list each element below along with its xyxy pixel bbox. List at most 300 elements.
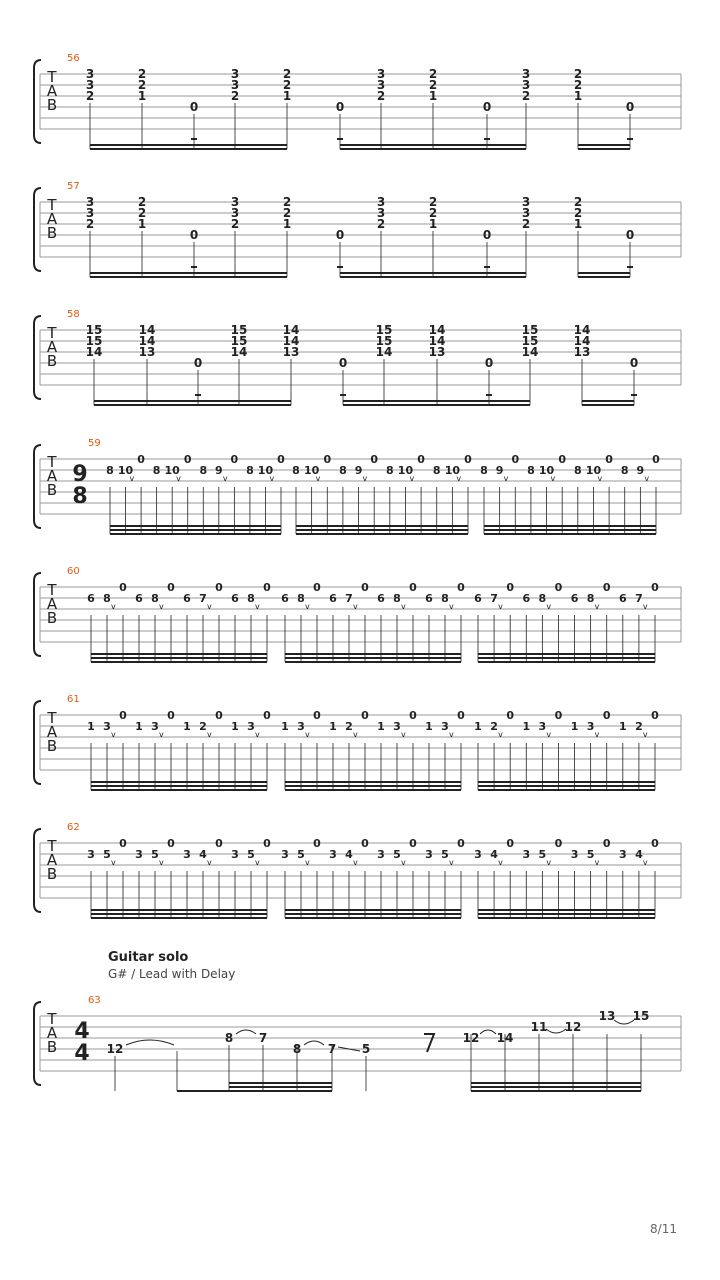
measure-number: 62 — [67, 822, 80, 833]
pick-mark: v — [159, 602, 164, 611]
pick-mark: v — [129, 474, 135, 483]
fret-number: 5 — [538, 848, 547, 861]
tab-clef-letter: T — [47, 1010, 57, 1028]
fret-number: 3 — [103, 720, 111, 733]
fret-number: 10 — [257, 464, 274, 477]
fret-number: 0 — [554, 709, 563, 722]
fret-number: 3 — [521, 67, 531, 81]
fret-number: 1 — [377, 720, 385, 733]
tab-clef-letter: B — [46, 737, 58, 755]
tab-clef-letter: A — [46, 82, 58, 100]
measure-number: 57 — [67, 181, 80, 192]
pick-mark: v — [642, 602, 648, 611]
fret-number: 5 — [247, 848, 255, 861]
pick-mark: v — [409, 474, 415, 483]
fret-number: 9 — [495, 464, 504, 477]
fret-number: 0 — [215, 837, 223, 850]
fret-number: 14 — [375, 345, 393, 359]
fret-number: 2 — [345, 720, 353, 733]
fret-number: 14 — [230, 345, 248, 359]
fret-number: 3 — [376, 195, 386, 209]
fret-number: 3 — [393, 720, 401, 733]
fret-number: 0 — [313, 837, 321, 850]
fret-number: 2 — [635, 720, 643, 733]
fret-number: 5 — [393, 848, 401, 861]
fret-number: 1 — [137, 217, 147, 231]
fret-number: 1 — [573, 89, 583, 103]
fret-number: 1 — [183, 720, 191, 733]
fret-number: 4 — [199, 848, 207, 861]
fret-number: 1 — [570, 720, 579, 733]
fret-number: 0 — [230, 453, 239, 466]
fret-number: 11 — [530, 1020, 548, 1034]
pick-mark: v — [362, 474, 368, 483]
fret-number: 3 — [135, 848, 143, 861]
tab-clef-letter: B — [46, 96, 58, 114]
fret-number: 3 — [376, 206, 386, 220]
fret-number: 3 — [231, 848, 239, 861]
fret-number: 2 — [137, 67, 147, 81]
fret-number: 2 — [230, 217, 240, 231]
fret-number: 3 — [297, 720, 305, 733]
pick-mark: v — [642, 858, 648, 867]
fret-number: 0 — [263, 837, 271, 850]
pick-mark: v — [449, 730, 454, 739]
fret-number: 0 — [457, 709, 465, 722]
tab-clef-letter: T — [47, 453, 57, 471]
fret-number: 6 — [618, 592, 627, 605]
fret-number: 8 — [199, 464, 208, 477]
fret-number: 4 — [345, 848, 353, 861]
fret-number: 7 — [635, 592, 643, 605]
fret-number: 8 — [246, 464, 254, 477]
fret-number: 10 — [303, 464, 320, 477]
fret-number: 6 — [281, 592, 289, 605]
fret-number: 5 — [586, 848, 595, 861]
fret-number: 0 — [335, 228, 345, 242]
fret-number: 0 — [263, 581, 271, 594]
fret-number: 4 — [635, 848, 643, 861]
tab-clef-letter: T — [47, 196, 57, 214]
fret-number: 8 — [152, 464, 161, 477]
pick-mark: v — [642, 730, 648, 739]
fret-number: 2 — [137, 78, 147, 92]
fret-number: 3 — [618, 848, 627, 861]
pick-mark: v — [644, 474, 650, 483]
pick-mark: v — [546, 730, 552, 739]
fret-number: 3 — [538, 720, 547, 733]
fret-number: 6 — [329, 592, 337, 605]
fret-number: 0 — [605, 453, 613, 466]
tab-clef-letter: T — [47, 837, 57, 855]
pick-mark: v — [456, 474, 462, 483]
tab-clef-letter: A — [46, 210, 58, 228]
fret-number: 2 — [573, 206, 583, 220]
fret-number: 0 — [457, 837, 465, 850]
fret-number: 0 — [625, 228, 635, 242]
pick-mark: v — [207, 602, 212, 611]
fret-number: 8 — [385, 464, 394, 477]
measure-number: 61 — [67, 694, 80, 705]
fret-number: 1 — [428, 89, 438, 103]
fret-number: 1 — [329, 720, 337, 733]
fret-number: 0 — [602, 581, 611, 594]
fret-number: 2 — [428, 195, 438, 209]
fret-number: 0 — [506, 837, 515, 850]
pick-mark: v — [401, 858, 406, 867]
fret-number: 10 — [117, 464, 134, 477]
fret-number: 2 — [85, 89, 95, 103]
fret-number: 2 — [376, 89, 386, 103]
fret-number: 1 — [474, 720, 482, 733]
fret-number: 0 — [277, 453, 285, 466]
fret-number: 2 — [282, 195, 292, 209]
fret-number: 0 — [558, 453, 567, 466]
fret-number: 8 — [103, 592, 111, 605]
fret-number: 13 — [428, 345, 446, 359]
fret-number: 0 — [167, 581, 175, 594]
pick-mark: v — [594, 730, 600, 739]
fret-number: 5 — [441, 848, 449, 861]
tab-clef-letter: B — [46, 609, 58, 627]
fret-number: 3 — [586, 720, 595, 733]
fret-number: 3 — [230, 78, 240, 92]
fret-number: 0 — [361, 837, 369, 850]
fret-number: 6 — [570, 592, 579, 605]
fret-number: 8 — [247, 592, 255, 605]
fret-number: 6 — [231, 592, 239, 605]
slur — [304, 1041, 324, 1045]
fret-number: 0 — [189, 228, 199, 242]
measure-number: 63 — [88, 995, 101, 1006]
fret-number: 8 — [106, 464, 114, 477]
fret-number: 3 — [85, 78, 95, 92]
pick-mark: v — [111, 602, 116, 611]
fret-number: 0 — [651, 837, 659, 850]
fret-number: 15 — [521, 334, 539, 348]
fret-number: 6 — [87, 592, 95, 605]
fret-number: 3 — [85, 195, 95, 209]
tab-clef-letter: T — [47, 709, 57, 727]
fret-number: 8 — [339, 464, 347, 477]
fret-number: 3 — [87, 848, 95, 861]
fret-number: 12 — [462, 1031, 480, 1045]
fret-number: 2 — [282, 67, 292, 81]
fret-number: 8 — [292, 464, 300, 477]
fret-number: 10 — [538, 464, 555, 477]
fret-number: 0 — [183, 453, 192, 466]
fret-number: 0 — [482, 228, 492, 242]
tab-clef-letter: A — [46, 1024, 58, 1042]
pick-mark: v — [401, 730, 406, 739]
fret-number: 10 — [585, 464, 602, 477]
fret-number: 0 — [215, 709, 223, 722]
fret-number: 0 — [484, 356, 494, 370]
fret-number: 8 — [527, 464, 535, 477]
pick-mark: v — [255, 858, 260, 867]
fret-number: 14 — [138, 334, 156, 348]
fret-number: 10 — [397, 464, 414, 477]
section-title: Guitar solo — [108, 950, 189, 965]
fret-number: 8 — [393, 592, 401, 605]
measure-number: 58 — [67, 309, 80, 320]
fret-number: 3 — [376, 67, 386, 81]
fret-number: 8 — [151, 592, 159, 605]
fret-number: 0 — [215, 581, 223, 594]
fret-number: 0 — [464, 453, 472, 466]
fret-number: 0 — [313, 709, 321, 722]
slur — [480, 1030, 496, 1034]
fret-number: 3 — [441, 720, 449, 733]
fret-number: 3 — [329, 848, 337, 861]
fret-number: 0 — [313, 581, 321, 594]
time-signature-top: 9 — [72, 462, 88, 487]
pick-mark: v — [594, 858, 600, 867]
fret-number: 8 — [480, 464, 488, 477]
pick-mark: v — [353, 602, 358, 611]
pick-mark: v — [159, 730, 164, 739]
fret-number: 15 — [375, 334, 393, 348]
fret-number: 0 — [361, 581, 369, 594]
fret-number: 14 — [138, 323, 156, 337]
slur — [546, 1029, 566, 1033]
pick-mark: v — [546, 858, 552, 867]
fret-number: 0 — [506, 581, 515, 594]
fret-number: 2 — [85, 217, 95, 231]
tab-clef-letter: A — [46, 723, 58, 741]
fret-number: 2 — [428, 78, 438, 92]
fret-number: 3 — [230, 195, 240, 209]
pick-mark: v — [498, 858, 503, 867]
fret-number: 1 — [135, 720, 143, 733]
pick-mark: v — [315, 474, 321, 483]
fret-number: 1 — [428, 217, 438, 231]
pick-mark: v — [498, 602, 503, 611]
fret-number: 2 — [573, 78, 583, 92]
section-subtitle: G# / Lead with Delay — [108, 967, 236, 981]
fret-number: 6 — [522, 592, 531, 605]
fret-number: 14 — [496, 1031, 514, 1045]
fret-number: 13 — [573, 345, 591, 359]
fret-number: 0 — [409, 837, 417, 850]
tab-clef-letter: B — [46, 865, 58, 883]
fret-number: 0 — [554, 837, 563, 850]
fret-number: 8 — [297, 592, 305, 605]
pick-mark: v — [305, 602, 310, 611]
fret-number: 0 — [506, 709, 515, 722]
fret-number: 3 — [183, 848, 191, 861]
fret-number: 2 — [428, 67, 438, 81]
pick-mark: v — [255, 730, 260, 739]
fret-number: 13 — [282, 345, 300, 359]
fret-number: 14 — [282, 334, 300, 348]
fret-number: 6 — [135, 592, 143, 605]
pick-mark: v — [503, 474, 509, 483]
fret-number: 3 — [151, 720, 159, 733]
fret-number: 0 — [361, 709, 369, 722]
fret-number: 13 — [138, 345, 156, 359]
pick-mark: v — [305, 858, 310, 867]
fret-number: 5 — [297, 848, 305, 861]
pick-mark: v — [597, 474, 603, 483]
fret-number: 6 — [474, 592, 482, 605]
fret-number: 0 — [263, 709, 271, 722]
pick-mark: v — [353, 858, 358, 867]
fret-number: 0 — [189, 100, 199, 114]
fret-number: 2 — [521, 89, 531, 103]
fret-number: 0 — [409, 709, 417, 722]
fret-number: 0 — [651, 709, 659, 722]
tab-clef-letter: A — [46, 467, 58, 485]
fret-number: 8 — [573, 464, 582, 477]
pick-mark: v — [255, 602, 260, 611]
fret-number: 3 — [521, 206, 531, 220]
fret-number: 8 — [292, 1042, 302, 1056]
fret-number: 1 — [522, 720, 531, 733]
fret-number: 1 — [425, 720, 433, 733]
fret-number: 8 — [538, 592, 547, 605]
pick-mark: v — [401, 602, 406, 611]
tab-clef-letter: T — [47, 581, 57, 599]
fret-number: 14 — [85, 345, 103, 359]
fret-number: 0 — [602, 709, 611, 722]
fret-number: 7 — [199, 592, 207, 605]
fret-number: 10 — [164, 464, 180, 477]
fret-number: 0 — [335, 100, 345, 114]
fret-number: 0 — [119, 581, 127, 594]
fret-number: 0 — [167, 709, 175, 722]
fret-number: 3 — [376, 78, 386, 92]
fret-number: 2 — [199, 720, 207, 733]
fret-number: 15 — [375, 323, 393, 337]
fret-number: 8 — [224, 1031, 234, 1045]
fret-number: 15 — [230, 323, 248, 337]
fret-number: 14 — [521, 345, 539, 359]
fret-number: 0 — [511, 453, 520, 466]
fret-number: 12 — [564, 1020, 582, 1034]
fret-number: 3 — [521, 78, 531, 92]
fret-number: 15 — [230, 334, 248, 348]
fret-number: 9 — [214, 464, 223, 477]
fret-number: 0 — [167, 837, 175, 850]
fret-number: 15 — [85, 334, 103, 348]
fret-number: 13 — [598, 1009, 616, 1023]
fret-number: 1 — [231, 720, 239, 733]
fret-number: 3 — [425, 848, 433, 861]
fret-number: 3 — [474, 848, 482, 861]
fret-number: 2 — [282, 206, 292, 220]
fret-number: 5 — [103, 848, 111, 861]
fret-number: 3 — [377, 848, 385, 861]
tab-clef-letter: B — [46, 224, 58, 242]
fret-number: 0 — [417, 453, 425, 466]
fret-number: 0 — [119, 837, 127, 850]
fret-number: 14 — [282, 323, 300, 337]
fret-number: 10 — [444, 464, 461, 477]
fret-number: 1 — [282, 217, 292, 231]
fret-number: 7 — [258, 1031, 268, 1045]
pick-mark: v — [449, 858, 454, 867]
fret-number: 0 — [554, 581, 563, 594]
fret-number: 5 — [151, 848, 159, 861]
pick-mark: v — [207, 730, 212, 739]
fret-number: 6 — [377, 592, 385, 605]
tab-clef-letter: T — [47, 68, 57, 86]
fret-number: 12 — [106, 1042, 124, 1056]
fret-number: 0 — [409, 581, 417, 594]
fret-number: 8 — [620, 464, 629, 477]
measure-number: 56 — [67, 53, 80, 64]
fret-number: 3 — [521, 195, 531, 209]
pick-mark: v — [176, 474, 181, 483]
slur — [236, 1030, 256, 1034]
fret-number: 2 — [137, 206, 147, 220]
fret-number: 3 — [570, 848, 579, 861]
fret-number: 2 — [573, 67, 583, 81]
fret-number: 0 — [137, 453, 145, 466]
fret-number: 3 — [247, 720, 255, 733]
fret-number: 0 — [323, 453, 332, 466]
pick-mark: v — [498, 730, 503, 739]
pick-mark: v — [159, 858, 164, 867]
fret-number: 2 — [428, 206, 438, 220]
pick-mark: v — [305, 730, 310, 739]
fret-number: 0 — [193, 356, 203, 370]
tab-clef-letter: B — [46, 481, 58, 499]
fret-number: 14 — [428, 323, 446, 337]
fret-number: 2 — [137, 195, 147, 209]
tab-clef-letter: B — [46, 352, 58, 370]
slur — [614, 1020, 634, 1024]
page-number: 8/11 — [650, 1222, 677, 1236]
time-signature-bottom: 8 — [72, 484, 88, 509]
fret-number: 15 — [632, 1009, 650, 1023]
fret-number: 0 — [457, 581, 465, 594]
measure-number: 60 — [67, 566, 80, 577]
fret-number: 1 — [573, 217, 583, 231]
tab-clef-letter: A — [46, 338, 58, 356]
pick-mark: v — [111, 730, 116, 739]
pick-mark: v — [594, 602, 600, 611]
fret-number: 2 — [573, 195, 583, 209]
fret-number: 0 — [482, 100, 492, 114]
fret-number: 9 — [636, 464, 645, 477]
fret-number: 3 — [230, 67, 240, 81]
fret-number: 1 — [281, 720, 289, 733]
fret-number: 6 — [425, 592, 433, 605]
pick-mark: v — [269, 474, 275, 483]
fret-number: 2 — [282, 78, 292, 92]
fret-number: 0 — [370, 453, 379, 466]
slur — [126, 1040, 174, 1045]
fret-number: 3 — [522, 848, 531, 861]
pick-mark: v — [222, 474, 228, 483]
fret-number: 7 — [327, 1042, 337, 1056]
fret-number: 0 — [338, 356, 348, 370]
fret-number: 1 — [137, 89, 147, 103]
tab-clef-letter: A — [46, 595, 58, 613]
fret-number: 2 — [521, 217, 531, 231]
fret-number: 14 — [428, 334, 446, 348]
fret-number: 3 — [85, 67, 95, 81]
fret-number: 1 — [282, 89, 292, 103]
fret-number: 3 — [281, 848, 289, 861]
fret-number: 0 — [625, 100, 635, 114]
fret-number: 6 — [183, 592, 191, 605]
fret-number: 3 — [85, 206, 95, 220]
tab-clef-letter: T — [47, 324, 57, 342]
fret-number: 14 — [573, 334, 591, 348]
